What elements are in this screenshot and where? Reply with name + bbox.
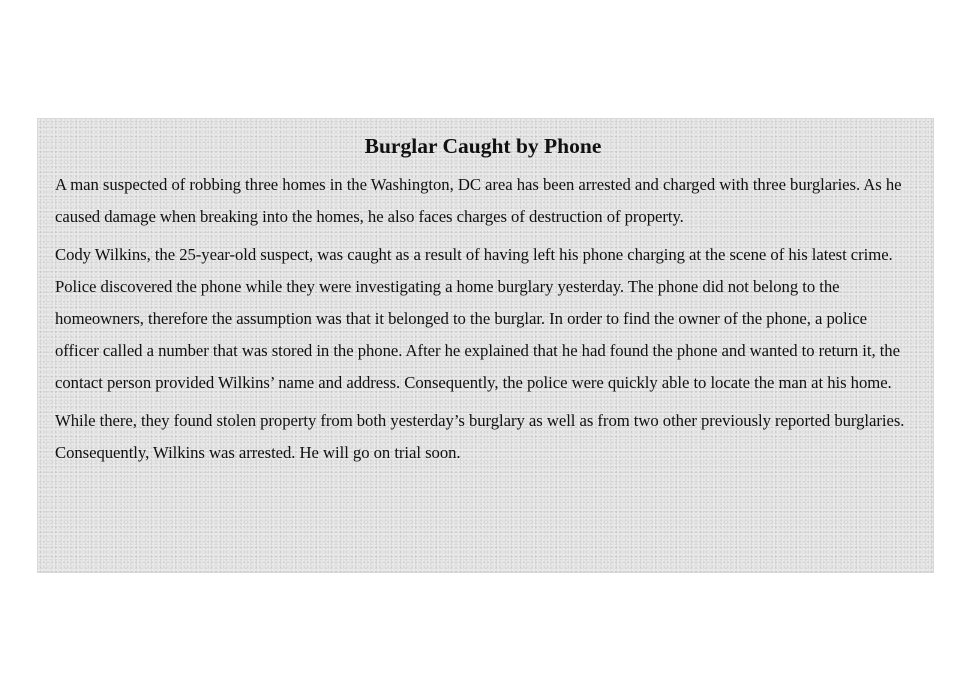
article-paragraph-1: A man suspected of robbing three homes in the Washington, DC area has been arrested and charged with three burglaries. As he caused damage when breaking into the homes, he also faces charges of destruction of property. xyxy=(55,175,902,226)
article-panel xyxy=(37,118,934,573)
article-paragraph-2: Cody Wilkins, the 25-year-old suspect, was caught as a result of having left his phone charging at the scene of his latest crime. Police discovered the phone while they were investigating a home burglary yesterday. The phone did not belong to the homeowners, therefore the assumption was that it belonged to the burglar. In order to find the owner of the phone, a police officer called a number that was stored in the phone. After he explained that he had found the phone and wanted to return it, the contact person provided Wilkins’ name and address. Consequently, the police were quickly able to locate the man at his home. xyxy=(55,245,900,392)
article-paragraph-3: While there, they found stolen property from both yesterday’s burglary as well as from two other previously reported burglaries. Consequently, Wilkins was arrested. He will go on trial soon. xyxy=(55,411,905,462)
article-title: Burglar Caught by Phone xyxy=(364,134,602,158)
